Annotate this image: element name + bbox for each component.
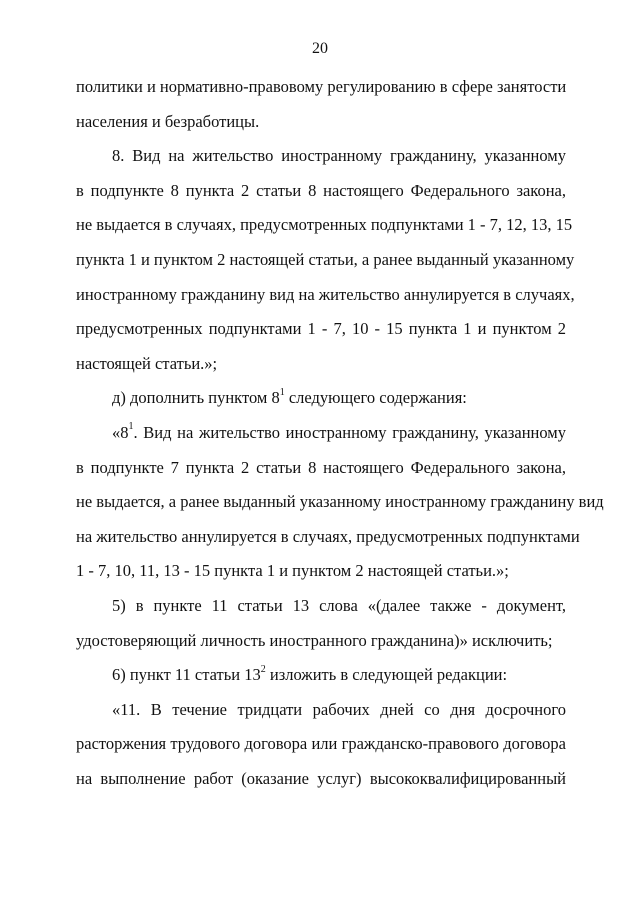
line-text: 5) в пункте 11 статьи 13 слова «(далее также - документ, — [112, 595, 566, 615]
superscript: 1 — [279, 386, 285, 398]
line-text-post: . Вид на жительство иностранному гражданину, указанному — [133, 422, 566, 442]
text-line — [76, 347, 566, 382]
text-line — [76, 208, 573, 243]
line-text: удостоверяющий личность иностранного гражданина)» исключить; — [76, 630, 553, 650]
text-line — [76, 278, 575, 313]
text-line — [76, 554, 566, 589]
line-text: не выдается, а ранее выданный указанному иностранному гражданину вид — [76, 492, 604, 512]
text-line — [76, 693, 566, 728]
text-line — [76, 381, 566, 416]
line-text-pre: «8 — [112, 422, 129, 442]
text-line — [76, 105, 566, 140]
line-text-post: изложить в следующей редакции: — [265, 665, 508, 685]
text-line — [76, 762, 566, 797]
line-text: 8. Вид на жительство иностранному гражданину, указанному — [112, 146, 566, 166]
superscript: 2 — [260, 663, 266, 675]
line-text: иностранному гражданину вид на жительство аннулируется в случаях, — [76, 284, 575, 304]
text-line — [76, 624, 566, 659]
line-text: «11. В течение тридцати рабочих дней со дня досрочного — [112, 699, 566, 719]
text-line — [76, 416, 566, 451]
line-text: не выдается в случаях, предусмотренных подпунктами 1 - 7, 12, 13, 15 — [76, 215, 573, 235]
line-text: расторжения трудового договора или гражданско-правового договора — [76, 734, 566, 754]
line-text: политики и нормативно-правовому регулированию в сфере занятости — [76, 77, 567, 96]
line-text: на жительство аннулируется в случаях, предусмотренных подпунктами — [76, 526, 580, 546]
superscript: 1 — [128, 421, 134, 433]
text-line — [76, 139, 566, 174]
document-body — [76, 70, 604, 796]
text-line — [76, 589, 566, 624]
page-number: 20 — [312, 40, 328, 57]
line-text: 1 - 7, 10, 11, 13 - 15 пункта 1 и пунктом 2 настоящей статьи.»; — [76, 561, 509, 581]
text-line — [76, 451, 566, 486]
line-text: на выполнение работ (оказание услуг) высококвалифицированный — [76, 768, 566, 788]
line-text: в подпункте 8 пункта 2 статьи 8 настоящего Федерального закона, — [76, 180, 566, 200]
line-text: настоящей статьи.»; — [76, 353, 218, 373]
text-line — [76, 174, 566, 209]
line-text-pre: д) дополнить пунктом 8 — [112, 388, 280, 408]
line-text: в подпункте 7 пункта 2 статьи 8 настоящего Федерального закона, — [76, 457, 566, 477]
line-text-post: следующего содержания: — [284, 388, 467, 408]
text-line — [76, 312, 566, 347]
line-text: пункта 1 и пунктом 2 настоящей статьи, а ранее выданный указанному — [76, 249, 575, 269]
text-line — [76, 520, 580, 555]
text-line — [76, 485, 604, 520]
text-line — [76, 70, 566, 105]
line-text: населения и безработицы. — [76, 111, 260, 131]
text-line — [76, 658, 566, 693]
line-text-pre: 6) пункт 11 статьи 13 — [112, 665, 261, 685]
text-line — [76, 243, 575, 278]
text-line — [76, 727, 566, 762]
line-text: предусмотренных подпунктами 1 - 7, 10 - 15 пункта 1 и пунктом 2 — [76, 319, 566, 339]
